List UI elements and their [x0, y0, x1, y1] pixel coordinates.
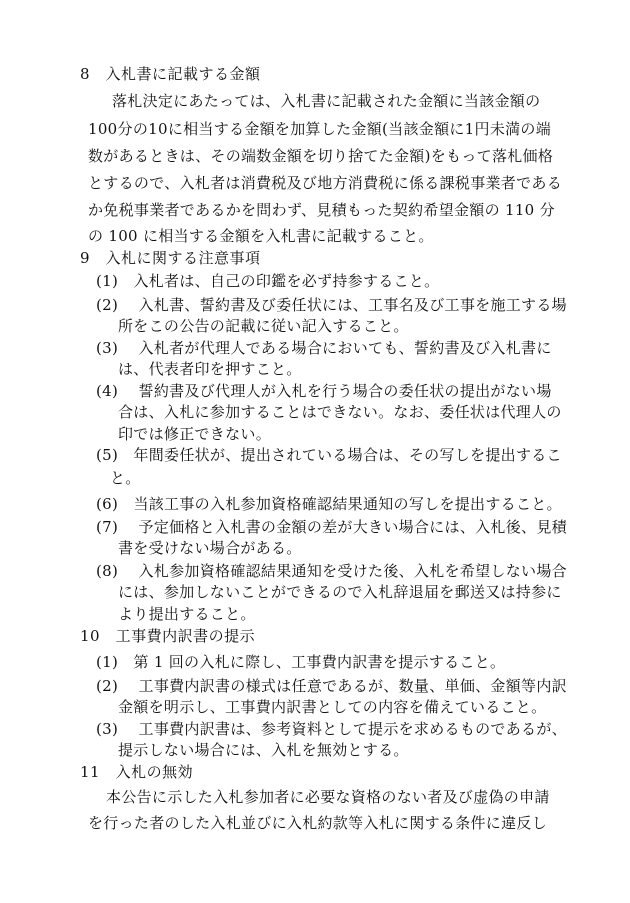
section-8-paragraph-line: 数があるときは、その端数金額を切り捨てた金額)をもって落札価格: [88, 147, 554, 165]
section-9-item-3-cont: は、代表者印を押すこと。: [118, 360, 302, 378]
section-11-heading: 11 入札の無効: [80, 763, 194, 781]
section-9-item-4-cont: 印では修正できない。: [118, 425, 272, 443]
section-10-item-2: (2) 工事費内訳書の様式は任意であるが、数量、単価、金額等内訳: [96, 677, 567, 695]
section-8-paragraph-line: 100分の10に相当する金額を加算した金額(当該金額に1円未満の端: [88, 120, 552, 138]
section-9-item-4: (4) 誓約書及び代理人が入札を行う場合の委任状の提出がない場: [96, 382, 552, 400]
section-10-item-3: (3) 工事費内訳書は、参考資料として提示を求めるものであるが、: [96, 720, 567, 738]
section-8-paragraph-line: か免税事業者であるかを問わず、見積もった契約希望金額の 110 分: [88, 201, 555, 219]
section-10-heading: 10 工事費内訳書の提示: [80, 627, 256, 645]
section-9-item-4-cont: 合は、入札に参加することはできない。なお、委任状は代理人の: [118, 403, 562, 421]
section-9-item-5-cont: と。: [110, 469, 141, 487]
section-9-item-2-cont: 所をこの公告の記載に従い記入すること。: [118, 317, 409, 335]
section-9-item-8-cont: より提出すること。: [118, 605, 256, 623]
section-10-item-3-cont: 提示しない場合には、入札を無効とする。: [118, 741, 409, 759]
section-9-item-7-cont: 書を受けない場合がある。: [118, 539, 302, 557]
section-11-paragraph-line: を行った者のした入札並びに入札約款等入札に関する条件に違反し: [88, 814, 548, 832]
section-9-item-6: (6) 当該工事の入札参加資格確認結果通知の写しを提出すること。: [96, 495, 562, 513]
section-10-item-1: (1) 第 1 回の入札に際し、工事費内訳書を提示すること。: [96, 653, 506, 671]
section-9-item-2: (2) 入札書、誓約書及び委任状には、工事名及び工事を施工する場: [96, 296, 567, 314]
section-8-paragraph-line: 落札決定にあたっては、入札書に記載された金額に当該金額の: [112, 92, 541, 110]
section-9-item-8: (8) 入札参加資格確認結果通知を受けた後、入札を希望しない場合: [96, 562, 567, 580]
section-8-heading: 8 入札書に記載する金額: [80, 65, 261, 83]
section-9-item-3: (3) 入札者が代理人である場合においても、誓約書及び入札書に: [96, 339, 552, 357]
section-9-heading: 9 入札に関する注意事項: [80, 249, 261, 267]
section-8-paragraph-line: の 100 に相当する金額を入札書に記載すること。: [88, 227, 434, 245]
section-9-item-5: (5) 年間委任状が、提出されている場合は、その写しを提出するこ: [96, 446, 562, 464]
section-9-item-7: (7) 予定価格と入札書の金額の差が大きい場合には、入札後、見積: [96, 518, 567, 536]
section-9-item-8-cont: には、参加しないことができるので入札辞退届を郵送又は持参に: [118, 583, 562, 601]
section-8-paragraph-line: とするので、入札者は消費税及び地方消費税に係る課税事業者である: [88, 174, 563, 192]
section-9-item-1: (1) 入札者は、自己の印鑑を必ず持参すること。: [96, 272, 440, 290]
section-11-paragraph-line: 本公告に示した入札参加者に必要な資格のない者及び虚偽の申請: [106, 788, 550, 806]
section-10-item-2-cont: 金額を明示し、工事費内訳書としての内容を備えていること。: [118, 698, 547, 716]
